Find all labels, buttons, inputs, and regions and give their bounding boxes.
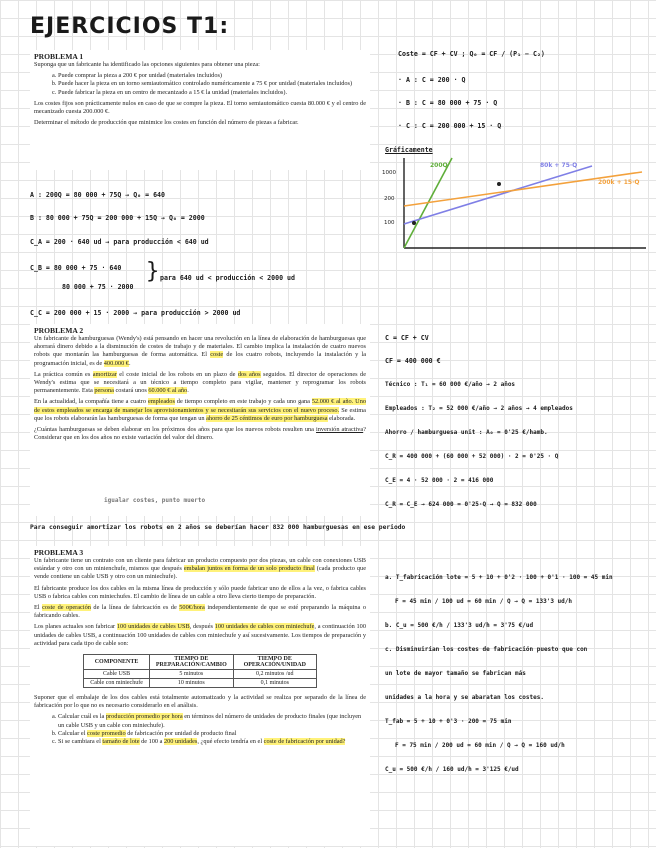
highlight: coste de operación (42, 604, 91, 612)
highlight: dos años (237, 370, 261, 378)
highlight: coste promedio (87, 729, 126, 737)
p1-option-c-cost: · C : C = 200 000 + 15 · Q (398, 122, 502, 130)
text: ? Considerar que en los dos años no existe variación del valor del dinero. (34, 426, 366, 442)
p1-cost-formula: Coste = CF + CV ; Q₀ = CF / (P₁ − C₂) (398, 50, 545, 58)
p2-cost-formula: C = CF + CV (385, 334, 429, 342)
text: costará unos (113, 387, 149, 395)
times-table (83, 654, 317, 688)
p3-answer-c-2: un lote de mayor tamaño se fabrican más (385, 670, 526, 677)
highlight: ahorro de 25 céntimos de euro por hamburguesa (206, 414, 328, 422)
problem-3-paragraph-2: El fabricante produce los dos cables en la misma línea de producción y sólo puede fabricar uno de ellos a la vez, o fabrica cables USB o fabrica cables con miniechufes. El cambio de línea de un cable a otro lleva cierto tiempo de preparación. (34, 584, 366, 600)
text: de fabricación por unidad de producto final (125, 729, 237, 737)
cell: Cable con miniechufe (84, 679, 150, 688)
p2-pencil-note: igualar costes, punto muerto (104, 497, 206, 504)
question-c (58, 738, 366, 746)
cell: 0,1 minutos (233, 679, 316, 688)
problem-1-paragraph-1: Los costes fijos son prácticamente nulos en caso de que se compre la pieza. El torno semiautomático cuesta 80.000 € y el centro de mecanizado cuesta 200.000 €. (34, 99, 366, 116)
p3-unit-cost: b. C_u = 500 €/h / 133'3 ud/h = 3'75 €/ud (385, 622, 534, 629)
text: ¿Cuántas hamburguesas se deben elaborar en los próximos dos años para que los nuevos robots resulten una (34, 426, 317, 434)
p2-equality: C_R = C_E → 624 000 = 0'25·Q → Q = 832 000 (385, 501, 537, 508)
p1-graph-label: Gráficamente (385, 146, 433, 154)
cell: 0,2 minutos /ud (233, 670, 316, 679)
highlight: embalan juntos en forma de un solo producto final (183, 565, 315, 573)
text: . (128, 359, 131, 367)
cell: 5 minutos (149, 670, 233, 679)
highlight: coste de fabricación por unidad? (263, 738, 346, 746)
p1-breakeven-a: A : 200Q = 80 000 + 75Q → Q₀ = 640 (30, 191, 165, 199)
text: Si se cambiara el (58, 738, 103, 746)
p2-technician: Técnico : T₁ = 60 000 €/año → 2 años (385, 381, 516, 388)
label-line-b: 80k + 75·Q (540, 162, 578, 169)
text: Un fabricante de hamburguesas (Wendy's) está pensando en hacer una revolución en la línea de elaboración de hamburguesas que ahorrará dinero debido a la disminución de costes de trabajo y de materiales. El cambio implica la instalación de cuatro nuevos robots que montarán las hamburguesas de forma automática. El (34, 335, 366, 359)
p1-cost-b-line-1: C_B = 80 000 + 75 · 640 (30, 264, 122, 272)
problem-2-paragraph-4 (34, 426, 366, 442)
highlight: persona (94, 387, 114, 395)
p2-robot-cost: C_R = 400 000 + (60 000 + 52 000) · 2 = 0'25 · Q (385, 453, 559, 460)
p1-cost-c-range: C_C = 200 000 + 15 · 2000 → para producción > 2000 ud (30, 309, 241, 317)
text: El (34, 604, 43, 612)
p2-employee-cost: C_E = 4 · 52 000 · 2 = 416 000 (385, 477, 494, 484)
col-component: COMPONENTE (84, 655, 150, 670)
p3-new-batch-time: T_fab = 5 + 10 + 0'3 · 200 = 75 min (385, 718, 512, 725)
problem-3-title: PROBLEMA 3 (34, 548, 84, 557)
cell: Cable USB (84, 670, 150, 679)
breakeven-point-2 (497, 182, 501, 186)
text: de los cuatro robots, incluyendo la instalación y la programación inicial, es de (34, 351, 366, 367)
p3-new-hourly-production: F = 75 min / 200 ud = 60 min / Q → Q = 160 ud/h (395, 742, 565, 749)
p1-breakeven-b: B : 80 000 + 75Q = 200 000 + 15Q → Q₀ = 2000 (30, 214, 205, 222)
problem-3-questions (34, 713, 366, 746)
option-c: c. Puede fabricar la pieza en un centro de mecanizado a 15 € la unidad (materiales incluidos). (58, 89, 366, 97)
col-setup-time: TIEMPO DE PREPARACIÓN/CAMBIO (149, 655, 233, 670)
text: Los planes actuales son fabricar (34, 623, 117, 631)
question-a (58, 713, 366, 729)
text: La práctica común es (34, 370, 93, 378)
problem-2-paragraph-1 (34, 335, 366, 368)
highlight: tamaño de lote (102, 738, 140, 746)
line-option-c (404, 172, 642, 206)
problem-3-paragraph-1 (34, 557, 366, 582)
highlight: 60.000 € al año (148, 387, 188, 395)
underlined-text: inversión atractiva (316, 426, 364, 434)
problem-1-paragraph-2: Determinar el método de producción que minimice los costes en función del número de piezas a fabricar. (34, 119, 299, 127)
highlight: 100 unidades de cables USB (116, 623, 190, 631)
problem-1-options (34, 72, 366, 97)
highlight: 400.000 € (103, 359, 129, 367)
question-b (58, 730, 366, 738)
p1-brace: } (146, 259, 160, 284)
problem-1-statement (30, 50, 370, 170)
text: independientemente de que se esté preparando la máquina o fabricando cables. (34, 604, 367, 620)
p3-answer-c-1: c. Disminuirían los costes de fabricación puesto que con (385, 646, 588, 653)
highlight: 200 unidades (163, 738, 198, 746)
tick-100: 100 (384, 220, 395, 226)
highlight: empleados (147, 398, 175, 406)
p1-option-a-cost: · A : C = 200 · Q (398, 76, 466, 84)
highlight: 52.000 € al año. Uno de estos empleados se encarga de manejar los aprovisionamientos y se necesitarán sus servicios con el nuevo proceso. (34, 398, 366, 414)
highlight: coste (210, 351, 224, 359)
text: Calcular el (58, 729, 88, 737)
text: , después (189, 623, 215, 631)
text: (cada producto que vende contiene un cable USB y otro con un miniechufe). (34, 565, 367, 581)
problem-1-intro: Suponga que un fabricante ha identificado las opciones siguientes para obtener una pieza: (34, 61, 260, 68)
option-b: b. Puede hacer la pieza en un torno semiautomático controlado numéricamente a 75 € por unidad (materiales incluidos) (58, 80, 366, 88)
p3-new-unit-cost: C_u = 500 €/h / 160 ud/h = 3'125 €/ud (385, 766, 519, 773)
breakeven-point-1 (412, 221, 416, 225)
p3-answer-c-3: unidades a la hora y se abaratan los costes. (385, 694, 544, 701)
text: el coste inicial de los robots en un plazo de (116, 370, 238, 378)
table-header-row (84, 655, 317, 670)
highlight: 500€/hora (179, 604, 205, 612)
p1-option-b-cost: · B : C = 80 000 + 75 · Q (398, 99, 498, 107)
problem-2-statement (30, 324, 370, 516)
text: , a continuación 100 unidades de cables USB, a continuación 100 unidades de cables con miniechufe y así sucesivamente. Los tiempos de preparación y actividad para cada tipo de cable son: (34, 623, 366, 647)
problem-3-statement (30, 546, 370, 846)
text: Calcular cuál es la (58, 713, 106, 721)
problem-3-paragraph-4 (34, 623, 366, 648)
p1-cost-graph (370, 152, 652, 260)
option-a: a. Puede comprar la pieza a 200 € por unidad (materiales incluidos) (58, 72, 366, 80)
label-line-a: 200Q (430, 162, 448, 169)
table-row (84, 679, 317, 688)
text: . (187, 387, 189, 395)
p2-employees: Empleados : T₂ = 52 000 €/año → 2 años → 4 empleados (385, 405, 573, 412)
table-row (84, 670, 317, 679)
p2-conclusion: Para conseguir amortizar los robots en 2 años se deberían hacer 832 000 hamburguesas en ese periodo (30, 524, 406, 531)
text: en términos del número de unidades de producto finales (que incluyen un cable USB y un cable con miniechufe). (58, 713, 362, 729)
text: de 100 a (139, 738, 164, 746)
col-operation-time: TIEMPO DE OPERACIÓN/UNIDAD (233, 655, 316, 670)
problem-2-title: PROBLEMA 2 (34, 326, 84, 335)
highlight: 100 unidades de cables con miniechufe (214, 623, 315, 631)
problem-3-paragraph-3 (34, 604, 366, 620)
text: En la actualidad, la compañía tiene a cuatro (34, 398, 148, 406)
p1-cost-b-line-2: 80 000 + 75 · 2000 (62, 283, 134, 291)
label-line-c: 200k + 15·Q (598, 179, 640, 186)
text: de tiempo completo en este trabajo y cada uno gana (174, 398, 312, 406)
text: , ¿qué efecto tendría en el (197, 738, 264, 746)
p1-cost-b-range: para 640 ud < producción < 2000 ud (160, 274, 295, 282)
text: Se estima que los robots elaborarán las hamburguesas de forma que tengan un (34, 406, 366, 422)
p2-fixed-cost: CF = 400 000 € (385, 357, 441, 365)
problem-3-paragraph-5: Suponer que el embalaje de los dos cables está totalmente automatizado y la actividad se realiza por separado de la línea de fabricación por lo que no es necesario considerarlo en el análisis. (34, 694, 366, 710)
p3-hourly-production: F = 45 min / 100 ud = 60 min / Q → Q = 133'3 ud/h (395, 598, 573, 605)
p1-graph-svg (370, 152, 652, 260)
highlight: amortizar (92, 370, 117, 378)
cell: 10 minutos (149, 679, 233, 688)
tick-1000: 1000 (382, 170, 396, 176)
text: seguidos. El director de operaciones de Wendy's estima que se necesitará a un técnico a tiempo completo para vigilar, mantener y reprogramar los robots permanentemente. Esta (34, 370, 366, 395)
problem-1-title: PROBLEMA 1 (34, 52, 84, 61)
p3-batch-time: a. T_fabricación lote = 5 + 10 + 0'2 · 100 + 0'1 · 100 = 45 min (385, 574, 613, 581)
text: elaborada. (327, 414, 356, 422)
p1-cost-a-range: C_A = 200 · 640 ud → para producción < 640 ud (30, 238, 209, 246)
problem-2-paragraph-3 (34, 398, 366, 423)
p2-saving: Ahorro / hamburguesa unit : A₀ = 0'25 €/hamb. (385, 429, 548, 436)
highlight: producción promedio por hora (105, 713, 183, 721)
page-title: EJERCICIOS T1: (30, 14, 230, 39)
text: Un fabricante tiene un contrato con un cliente para fabricar un producto compuesto por dos piezas, un cable con conexiones USB estándar y otro con un minienchufe, mismos que después (34, 557, 366, 573)
tick-200: 200 (384, 196, 395, 202)
text: de la línea de fabricación es de (90, 604, 180, 612)
problem-2-paragraph-2 (34, 371, 366, 396)
